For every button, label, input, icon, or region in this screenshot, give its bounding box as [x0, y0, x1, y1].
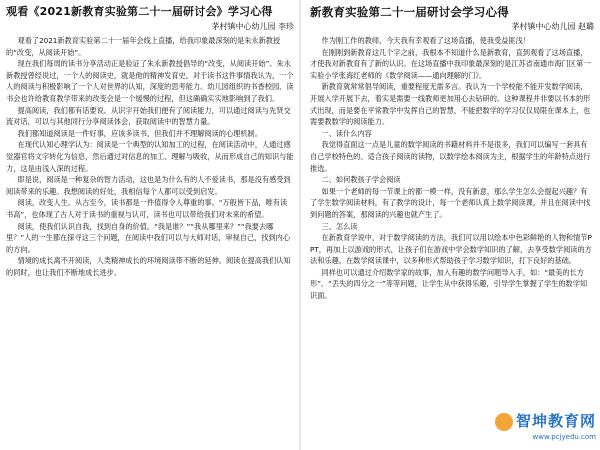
left-paragraph: 我们都知道阅读是一件好事，应该多读书，但我们并不理解阅读的心理机制。: [17, 128, 262, 138]
watermark-logo: [476, 410, 596, 432]
watermark-url: www.pcjyedu.com: [532, 433, 596, 441]
right-section-heading: 三、怎么读: [321, 221, 358, 231]
left-paragraph: 在现代认知心理学认为：阅读是一个典型的认知加工的过程，在阅读活动中，人通过感觉器官将文字转化为信息，然后通过对信息的加工、理解与吸收，从而形成自己的知识与能力，这是由浅入深的过程。: [6, 140, 294, 173]
right-paragraph: 我觉得直面这一点是儿童的数学阅读的书籍材料并不是很多，我们可以编写一套具有自己学校特色的、适合孩子阅读的读物，以数学绘本阅读为主，根据学生的年龄特点进行推选。: [310, 140, 591, 173]
left-paragraph: 提高阅读，我们都有话要说。从识字开始我们便有了阅读能力，可以通过阅读与先贤交流对话，可以与其他同行分享阅读体会，获取阅读中的智慧力量。: [6, 105, 291, 127]
left-paragraph: 即是说，阅读是一种复杂的智力活动，这也是为什么有的人不爱读书，那是没有感受到阅读带来的乐趣。我想阅读的好处，我相信每个人都可以受到启发。: [6, 175, 291, 196]
right-paragraph: 在新教育学说中，对于数学阅读的方法，我们可以用以绘本中色彩鲜艳的人物和情节PPT，再加上以游戏的形式，让孩子们在游戏中学会数学知识的了解，去享受数学阅读的方法和乐趣。在数学阅读课中，以多种形式帮助孩子学习数学知识，打下良好的基础。: [310, 233, 592, 266]
right-page-author: 茅村镇中心幼儿园 赵璐: [511, 22, 594, 31]
left-paragraph: 阅读，改变人生。从古至今，读书都是一件值得令人尊重的事。“万般皆下品，唯有读书高”，也体现了古人对于读书的重视与认可，读书也可以带给我们对未来的希望。: [6, 198, 288, 219]
right-paragraph: 新教育就常常倡导阅读，重要程度无需多言。我认为一个学校能不能开发数学阅读，开展入学开展下去，着实是需要一线教师更加用心去钻研的。这种课程并非要以书本的形式出现，而是要在平常教学中发挥自己的智慧，不能把数学的学习仅仅局限在课本上，也需要教数学的阅读能力。: [310, 82, 591, 127]
right-paragraph: 同样也可以通过介绍数学家的故事，加入有趣的数学问题导入手，如：“最美的长方形”、“丢失的四分之一”等等问题，让学生从中获得乐趣，引导学生掌握了学生的数学知识面。: [310, 267, 588, 301]
left-page-title: 观看《2021新教育实验第二十一届研讨会》学习心得: [6, 5, 273, 18]
watermark-logo-text: 智坤教育网: [515, 412, 596, 430]
left-paragraph: 现在我们每周的读书分享活动正是验证了朱永新教授倡导的“改变，从阅读开始”。朱永新教授曾经说过，一个人的阅读史，就是他的精神发育史，对于读书这件事情我认为，一个人的阅读与积极影响了一个人对世界的认知，深度的思考能力。幼儿园组织的书香校园、读书会也许给教育教学带来的改变会是一个缓慢的过程，但这确确实实地影响到了我们。: [6, 59, 294, 103]
left-paragraph: 观看了2021新教育实验第二十一届年会线上直播，给我印象最深刻的是朱永新教授的“改变，从阅读开始”。: [6, 36, 281, 57]
site-watermark: [476, 410, 596, 448]
left-paragraph: 阅读，使我们认识自我，找到自身的价值。“我是谁？”“我从哪里来？”“我要去哪里？”人的一生都在探寻这三个问题，在阅读中我们可以与大师对话，审视自己，找到内心的方向。: [6, 221, 291, 254]
right-paragraph: 如果一个老师的每一节课上的都一模一样，没有新意，那么学生怎么会提起兴趣？有了学生数学阅读材料，有了教学的设计，每一个老师认真上数学阅读课，并且在阅读中找到问题的答案，那阅读的兴趣也就产生了。: [310, 186, 591, 219]
left-paragraph: 情境的成长离不开阅读，人类精神成长的环境阅读带不断的延伸。阅读在提高我们认知的同时，也让我们不断地成长进步。: [6, 256, 291, 277]
right-section-heading: 一、读什么内容: [321, 128, 372, 138]
right-page-title: 新教育实验第二十一届研讨会学习心得: [310, 5, 509, 19]
right-page: [302, 0, 600, 450]
watermark-badge-icon: [495, 413, 513, 431]
right-paragraph: 在刚刚到新教育这几个字之前，我根本不知道什么是新教育，直到观看了这场直播，才使我对新教育有了新的认识。在这场直播中我印象最深刻的是江苏省南通市海门区第一实验小学张海红老师的《数学阅读——通向理解的门》。: [310, 47, 591, 80]
left-page-author: 茅村镇中心幼儿园 李珍: [211, 22, 294, 31]
right-paragraph: 作为刚工作的教师，今天我有幸观看了这场直播，使我受益匪浅！: [321, 36, 530, 45]
right-section-heading: 二、如何教孩子学会阅读: [321, 175, 401, 185]
page-divider: [299, 0, 301, 450]
